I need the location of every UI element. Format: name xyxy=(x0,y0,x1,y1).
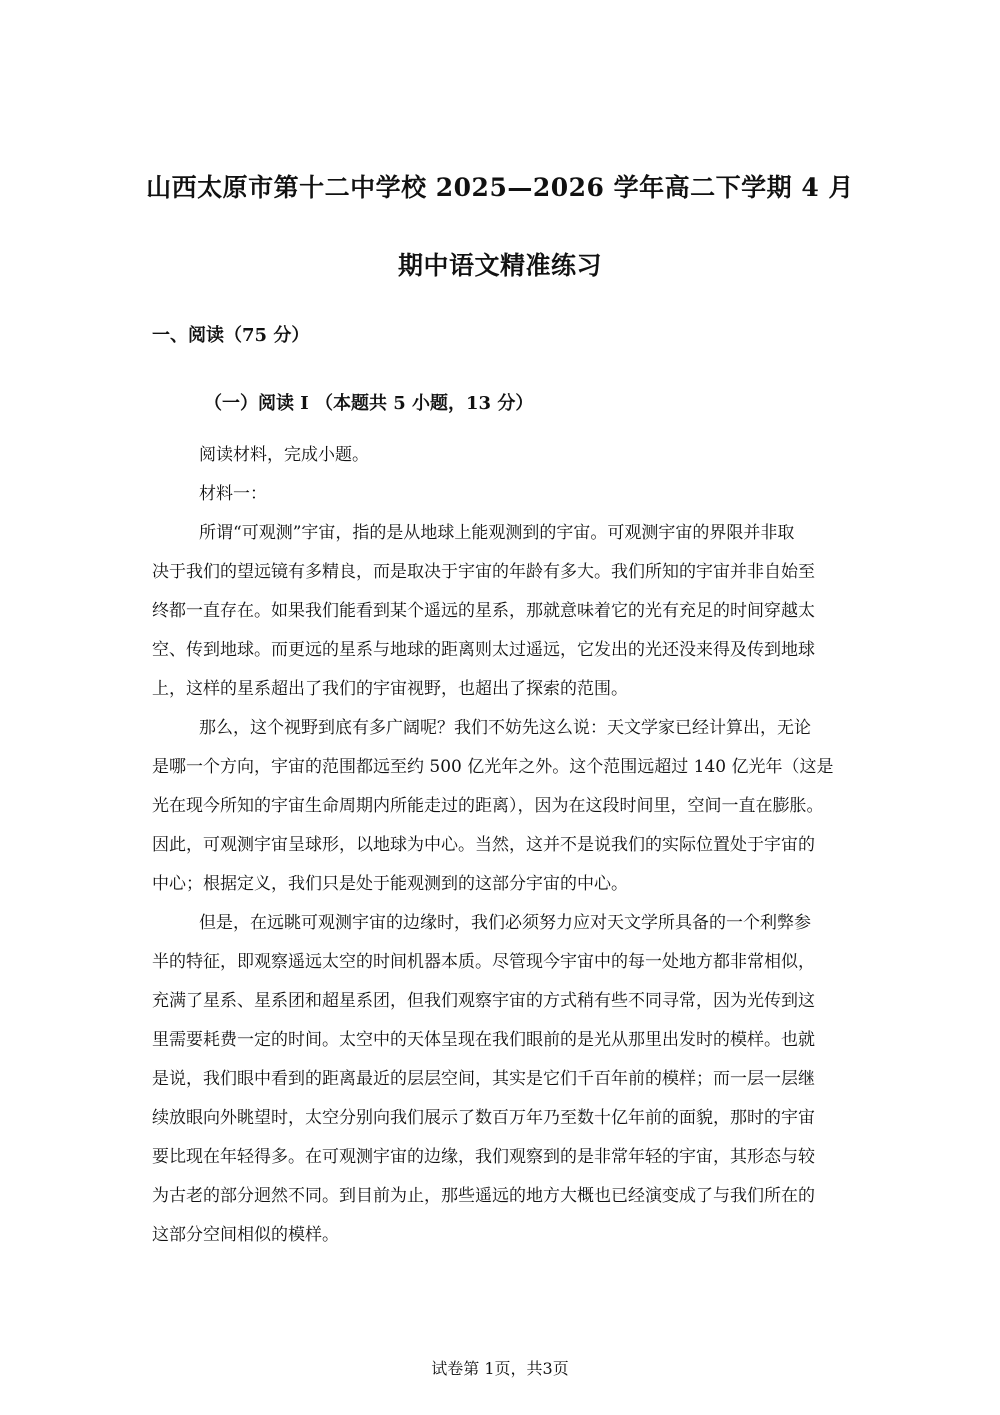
paragraph-1-line: 所谓“可观测”宇宙，指的是从地球上能观测到的宇宙。可观测宇宙的界限并非取 xyxy=(199,523,795,543)
paragraph-3-line: 这部分空间相似的模样。 xyxy=(152,1225,339,1245)
paragraph-2-line: 中心；根据定义，我们只是处于能观测到的这部分宇宙的中心。 xyxy=(152,874,628,894)
paragraph-3-line: 续放眼向外眺望时，太空分别向我们展示了数百万年乃至数十亿年前的面貌，那时的宇宙 xyxy=(152,1108,815,1128)
paragraph-3-line: 半的特征，即观察遥远太空的时间机器本质。尽管现今宇宙中的每一处地方都非常相似， xyxy=(152,952,815,972)
paragraph-2-line: 因此，可观测宇宙呈球形，以地球为中心。当然，这并不是说我们的实际位置处于宇宙的 xyxy=(152,835,815,855)
paragraph-1-line: 决于我们的望远镜有多精良，而是取决于宇宙的年龄有多大。我们所知的宇宙并非自始至 xyxy=(152,562,815,582)
paragraph-3-line: 但是，在远眺可观测宇宙的边缘时，我们必须努力应对天文学所具备的一个利弊参 xyxy=(199,913,811,933)
material-label: 材料一： xyxy=(199,484,267,504)
paragraph-1-line: 上，这样的星系超出了我们的宇宙视野，也超出了探索的范围。 xyxy=(152,679,628,699)
paragraph-1-line: 空、传到地球。而更远的星系与地球的距离则太过遥远，它发出的光还没来得及传到地球 xyxy=(152,640,815,660)
paragraph-2-line: 是哪一个方向，宇宙的范围都远至约 500 亿光年之外。这个范围远超过 140 亿光年（这是 xyxy=(152,757,834,777)
subsection-heading: （一）阅读 I （本题共 5 小题，13 分） xyxy=(204,393,534,414)
paragraph-3-line: 要比现在年轻得多。在可观测宇宙的边缘，我们观察到的是非常年轻的宇宙，其形态与较 xyxy=(152,1147,815,1167)
paragraph-2-line: 光在现今所知的宇宙生命周期内所能走过的距离），因为在这段时间里，空间一直在膨胀。 xyxy=(152,796,824,816)
paragraph-2-line: 那么，这个视野到底有多广阔呢？我们不妨先这么说：天文学家已经计算出，无论 xyxy=(199,718,811,738)
paragraph-3-line: 是说，我们眼中看到的距离最近的层层空间，其实是它们千百年前的模样；而一层一层继 xyxy=(152,1069,815,1089)
section-heading: 一、阅读（75 分） xyxy=(152,325,310,346)
document-title-line-2: 期中语文精准练习 xyxy=(397,251,602,280)
page-footer: 试卷第 1页，共3页 xyxy=(431,1359,569,1378)
document-title-line-1: 山西太原市第十二中学校 2025—2026 学年高二下学期 4 月 xyxy=(146,173,854,202)
paragraph-3-line: 为古老的部分迥然不同。到目前为止，那些遥远的地方大概也已经演变成了与我们所在的 xyxy=(152,1186,815,1206)
paragraph-3-line: 充满了星系、星系团和超星系团，但我们观察宇宙的方式稍有些不同寻常，因为光传到这 xyxy=(152,991,815,1011)
instruction-text: 阅读材料，完成小题。 xyxy=(199,445,369,465)
paragraph-3-line: 里需要耗费一定的时间。太空中的天体呈现在我们眼前的是光从那里出发时的模样。也就 xyxy=(152,1030,815,1050)
paragraph-1-line: 终都一直存在。如果我们能看到某个遥远的星系，那就意味着它的光有充足的时间穿越太 xyxy=(152,601,815,621)
